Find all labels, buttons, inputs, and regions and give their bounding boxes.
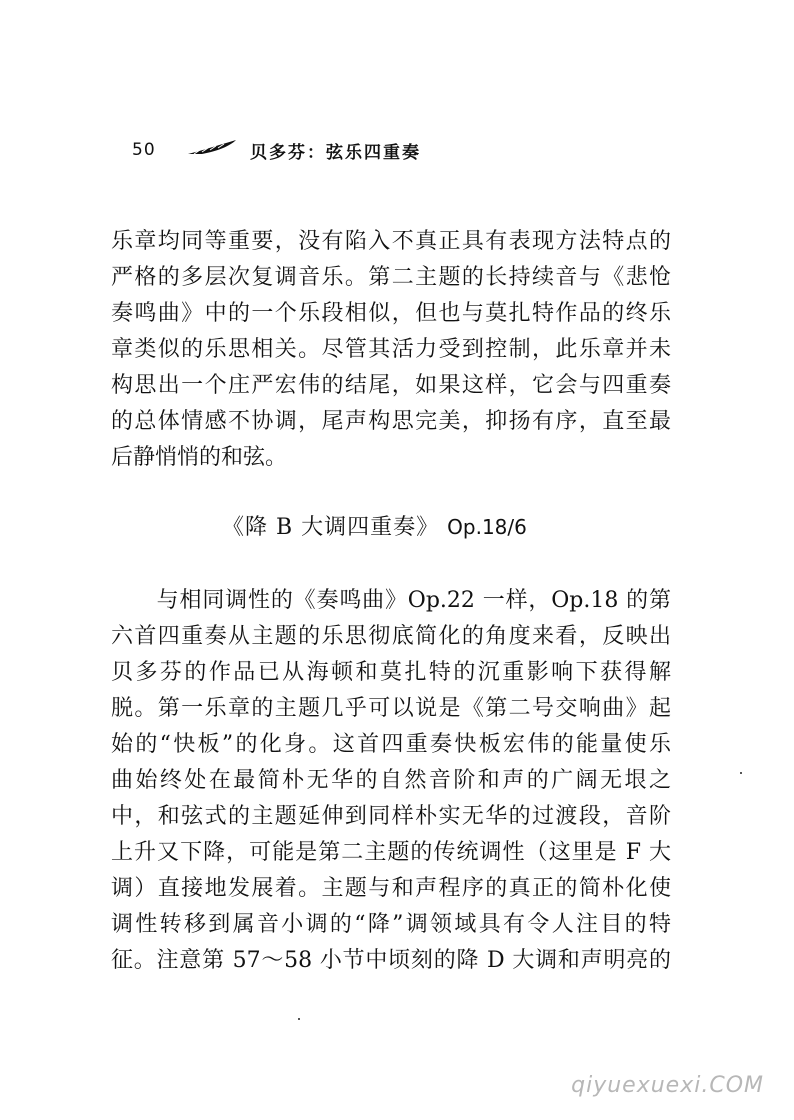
scan-speck [298,1018,300,1020]
text-line: 中，和弦式的主题延伸到同样朴实无华的过渡段，音阶 [111,804,671,829]
text-line: 始的“快板”的化身。这首四重奏快板宏伟的能量使乐 [111,732,671,757]
scan-speck [740,772,742,774]
text-line: 上升又下降，可能是第二主题的传统调性（这里是 F 大 [111,840,671,865]
text-line: 后静悄悄的和弦。 [111,445,288,470]
text-line: 脱。第一乐章的主题几乎可以说是《第二号交响曲》起 [111,696,671,721]
text-line: 构思出一个庄严宏伟的结尾，如果这样，它会与四重奏 [111,373,671,398]
text-line: 与相同调性的《奏鸣曲》Op.22 一样，Op.18 的第 [111,588,671,613]
text-line: 的总体情感不协调，尾声构思完美，抑扬有序，直至最 [111,409,671,434]
text-line: 曲始终处在最简朴无华的自然音阶和声的广阔无垠之 [111,768,671,793]
text-line: 贝多芬的作品已从海顿和莫扎特的沉重影响下获得解 [111,660,671,685]
text-line: 六首四重奏从主题的乐思彻底简化的角度来看，反映出 [111,624,671,649]
text-line: 征。注意第 57～58 小节中顷刻的降 D 大调和声明亮的 [111,948,671,973]
text-line: 奏鸣曲》中的一个乐段相似，但也与莫扎特作品的终乐 [111,301,671,326]
paragraph-1 [111,224,671,476]
text-line: 调性转移到属音小调的“降”调领域具有令人注目的特 [111,912,671,937]
watermark: qiyuexuexi.COM [571,1073,764,1098]
section-heading [222,510,527,541]
paragraph-2 [111,583,671,979]
page-header [132,138,492,166]
section-opus: Op.18/6 [447,515,527,539]
text-line: 调）直接地发展着。主题与和声程序的真正的简朴化使 [111,876,671,901]
text-line: 严格的多层次复调音乐。第二主题的长持续音与《悲怆 [111,265,671,290]
running-title: 贝多芬：弦乐四重奏 [250,143,421,163]
page-number: 50 [132,140,156,160]
feather-ornament-icon [186,138,238,160]
text-line: 乐章均同等重要，没有陷入不真正具有表现方法特点的 [111,229,671,254]
section-title: 《降 B 大调四重奏》 [222,515,440,540]
text-line: 章类似的乐思相关。尽管其活力受到控制，此乐章并未 [111,337,671,362]
